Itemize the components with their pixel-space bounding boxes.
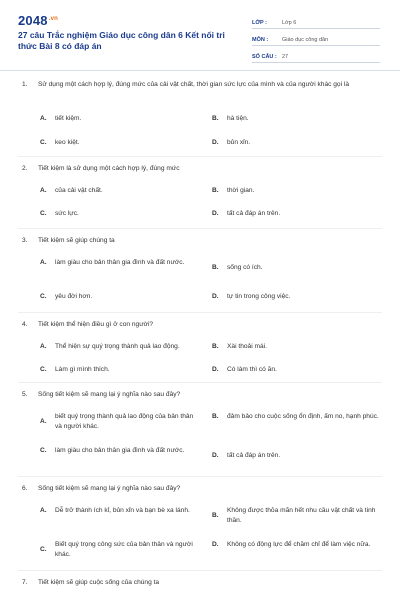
option-a[interactable] [40,186,200,196]
option-letter: A. [40,507,47,514]
option-text: tất cả đáp án trên. [227,452,281,459]
option-a[interactable] [40,412,200,432]
option-text: keo kiệt. [55,139,80,146]
option-text: làm giàu cho bản thân gia đình và đất nước. [55,447,185,454]
option-d[interactable] [212,365,380,375]
option-text: Xài thoải mái. [227,343,267,350]
question-number: 6. [22,485,28,492]
option-text: tiết kiệm. [55,115,82,122]
option-letter: C. [40,546,47,553]
option-letter: D. [212,541,219,548]
option-c[interactable] [40,365,200,375]
option-c[interactable] [40,209,200,219]
question-number: 2. [22,165,28,172]
option-c[interactable] [40,138,200,148]
option-letter: C. [40,210,47,217]
meta-key: LỚP : [252,20,267,26]
option-text: sức lực. [55,210,79,217]
question-number: 4. [22,321,28,328]
option-letter: A. [40,259,47,266]
option-c[interactable] [40,540,200,560]
option-letter: A. [40,343,47,350]
option-text: Dễ trở thành ích kỉ, bủn xỉn và bạn bè xa lánh. [55,507,190,514]
question-text [22,236,382,246]
option-text: yêu đời hơn. [55,293,93,300]
option-a[interactable] [40,258,200,268]
option-letter: B. [212,343,219,350]
question-text [22,484,382,494]
question-text [22,320,382,330]
question-number: 7. [22,579,28,586]
option-text: làm giàu cho bản thân gia đình và đất nước. [55,259,185,266]
option-text: bủn xỉn. [227,139,251,146]
option-c[interactable] [40,446,200,456]
option-b[interactable] [212,263,380,273]
logo-text: 2048 [18,13,48,28]
question-text [22,80,382,90]
header-divider [0,70,400,71]
option-a[interactable] [40,342,200,352]
option-letter: B. [212,115,219,122]
meta-row-count [252,48,380,63]
option-text: thời gian. [227,187,255,194]
option-d[interactable] [212,209,380,219]
option-text: tất cả đáp án trên. [227,210,281,217]
meta-row-class [252,14,380,29]
option-letter: B. [212,187,219,194]
meta-value: Lớp 6 [282,20,297,26]
option-letter: D. [212,293,219,300]
meta-key: SỐ CÂU : [252,54,277,60]
document-meta [252,14,380,65]
option-text: đảm bảo cho cuộc sống ổn định, ấm no, hạnh phúc. [227,413,379,420]
question-text [22,578,382,588]
option-b[interactable] [212,114,380,124]
option-a[interactable] [40,114,200,124]
option-c[interactable] [40,292,200,302]
question-text [22,390,382,400]
question-number: 1. [22,81,28,88]
question-body: Sống tiết kiệm sẽ mang lại ý nghĩa nào sau đây? [38,391,181,398]
option-text: Không được thỏa mãn hết nhu cầu vật chất và tinh thần. [227,507,376,524]
option-letter: C. [40,293,47,300]
meta-key: MÔN : [252,37,269,43]
option-text: Biết quý trọng công sức của bản thân và người khác. [55,541,193,558]
option-text: biết quý trọng thành quả lao động của bản thân và người khác. [55,413,194,430]
option-a[interactable] [40,506,200,516]
option-letter: B. [212,264,219,271]
option-letter: D. [212,452,219,459]
question-separator [18,312,382,313]
option-letter: B. [212,512,219,519]
question-body: Sống tiết kiệm sẽ mang lại ý nghĩa nào sau đây? [38,485,181,492]
meta-value: 27 [282,54,289,60]
option-d[interactable] [212,138,380,148]
question-separator [18,228,382,229]
site-logo[interactable] [18,13,58,28]
question-body: Tiết kiệm thể hiện điều gì ở con người? [38,321,154,328]
option-letter: D. [212,210,219,217]
option-text: sống có ích. [227,264,263,271]
question-body: Tiết kiệm sẽ giúp chúng ta [38,237,115,244]
option-text: Không có động lực để chăm chỉ để làm việc nữa. [227,541,371,548]
option-d[interactable] [212,451,380,461]
option-d[interactable] [212,540,380,550]
option-letter: C. [40,366,47,373]
question-separator [18,476,382,477]
option-d[interactable] [212,292,380,302]
option-letter: A. [40,115,47,122]
option-text: tự tin trong công việc. [227,293,291,300]
option-text: Làm gì mình thích. [55,366,110,373]
document-header [0,0,400,64]
meta-row-subject [252,31,380,46]
question-separator [18,382,382,383]
question-body: Sử dụng một cách hợp lý, đúng mức của cải vật chất, thời gian sức lực của mình và của người khác gọi là [38,81,350,88]
option-letter: A. [40,418,47,425]
question-body: Tiết kiệm sẽ giúp cuộc sống của chúng ta [38,579,160,586]
option-b[interactable] [212,412,380,422]
option-letter: C. [40,447,47,454]
option-b[interactable] [212,342,380,352]
question-separator [18,570,382,571]
option-letter: A. [40,187,47,194]
option-letter: D. [212,366,219,373]
question-text [22,164,382,174]
option-text: của cải vật chất. [55,187,103,194]
logo-suffix: .vn [48,15,59,22]
option-text: Thể hiện sự quý trọng thành quả lao động. [55,343,180,350]
option-letter: D. [212,139,219,146]
meta-value: Giáo dục công dân [282,37,329,43]
option-letter: B. [212,413,219,420]
option-b[interactable] [212,506,380,526]
option-text: hà tiện. [227,115,249,122]
option-b[interactable] [212,186,380,196]
question-separator [18,156,382,157]
option-text: Có làm thì có ăn. [227,366,277,373]
option-letter: C. [40,139,47,146]
question-number: 5. [22,391,28,398]
question-number: 3. [22,237,28,244]
document-title: 27 câu Trắc nghiệm Giáo dục công dân 6 Kết nối tri thức Bài 8 có đáp án [18,30,225,51]
question-body: Tiết kiệm là sử dụng một cách hợp lý, đúng mức [38,165,180,172]
